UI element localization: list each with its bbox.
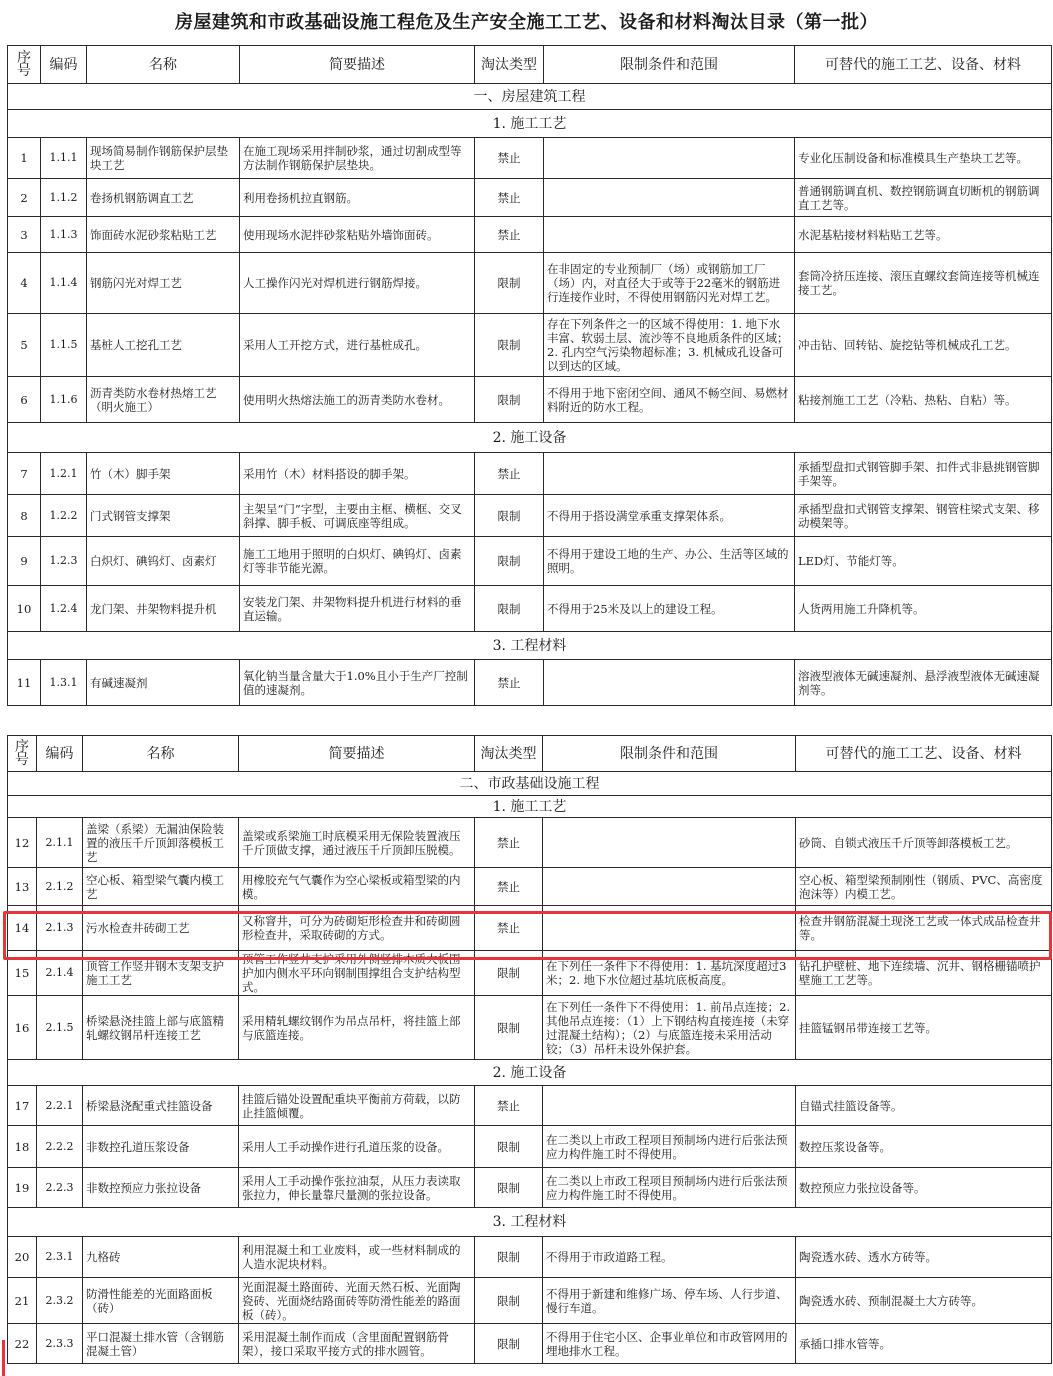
row-code: 1.1.1: [41, 138, 87, 179]
row-no: 20: [8, 1237, 37, 1278]
section-heading: 1. 施工工艺: [8, 796, 1052, 818]
part-heading: 二、市政基础设施工程: [8, 772, 1052, 796]
row-no: 2: [8, 179, 41, 217]
table-header-row: [8, 736, 1052, 772]
row-alt: 砂筒、自锁式液压千斤顶等卸落模板工艺。: [796, 818, 1052, 868]
row-limit: [544, 217, 795, 253]
row-no: 22: [8, 1324, 37, 1364]
row-desc: 盖梁或系梁施工时底模采用无保险装置液压千斤顶做支撑，通过液压千斤顶卸压脱模。: [239, 818, 475, 868]
row-type: 限制: [475, 1278, 543, 1324]
table-row: [8, 1237, 1052, 1278]
row-type: 限制: [475, 314, 544, 377]
row-limit: 存在下列条件之一的区域不得使用：1. 地下水丰富、软弱土层、流沙等不良地质条件的区域；2. 孔内空气污染物超标准；3. 机械成孔设备可以到达的区域。: [544, 314, 795, 377]
col-header-desc: 简要描述: [239, 736, 475, 772]
row-no: 8: [8, 495, 41, 537]
row-no: 7: [8, 453, 41, 495]
row-type: 限制: [475, 253, 544, 314]
row-type: 限制: [475, 537, 544, 586]
row-desc: 利用卷扬机拉直钢筋。: [240, 179, 475, 217]
table-row: [8, 996, 1052, 1060]
row-desc: 安装龙门架、井架物料提升机进行材料的垂直运输。: [240, 586, 475, 632]
section-heading: 2. 施工设备: [8, 423, 1052, 453]
row-limit: 在二类以上市政工程项目预制场内进行后张法预应力构件施工时不得使用。: [543, 1168, 796, 1208]
row-code: 1.1.4: [41, 253, 87, 314]
row-alt: 承插口排水管等。: [796, 1324, 1052, 1364]
table-row: [8, 1324, 1052, 1364]
row-limit: 不得用于25米及以上的建设工程。: [544, 586, 795, 632]
row-desc: 采用人工手动操作张拉油泵，从压力表读取张拉力，伸长量靠尺量测的张拉设备。: [239, 1168, 475, 1208]
row-alt: LED灯、节能灯等。: [795, 537, 1052, 586]
section-heading: 2. 施工设备: [8, 1060, 1052, 1086]
row-desc: 采用竹（木）材料搭设的脚手架。: [240, 453, 475, 495]
row-type: 限制: [475, 586, 544, 632]
row-limit: 不得用于新建和维修广场、停车场、人行步道、慢行车道。: [543, 1278, 796, 1324]
col-header-alt: 可替代的施工工艺、设备、材料: [795, 46, 1052, 84]
row-code: 2.3.3: [37, 1324, 83, 1364]
row-alt: 冲击钻、回转钻、旋挖钻等机械成孔工艺。: [795, 314, 1052, 377]
row-name: 平口混凝土排水管（含钢筋混凝土管）: [83, 1324, 239, 1364]
row-code: 1.2.3: [41, 537, 87, 586]
section-heading: 3. 工程材料: [8, 1208, 1052, 1237]
row-name: 桥梁悬浇配重式挂篮设备: [83, 1086, 239, 1126]
document-title: 房屋建筑和市政基础设施工程危及生产安全施工工艺、设备和材料淘汰目录（第一批）: [175, 12, 878, 33]
row-name: 非数控孔道压浆设备: [83, 1126, 239, 1168]
section-heading: 3. 工程材料: [8, 632, 1052, 660]
row-code: 2.2.3: [37, 1168, 83, 1208]
table-row: [8, 1086, 1052, 1126]
col-header-desc: 简要描述: [240, 46, 475, 84]
row-code: 1.3.1: [41, 660, 87, 706]
col-header-limit: 限制条件和范围: [543, 736, 796, 772]
part-heading: 一、房屋建筑工程: [8, 84, 1052, 110]
col-header-code: 编码: [37, 736, 83, 772]
row-code: 2.3.1: [37, 1237, 83, 1278]
row-limit: [544, 179, 795, 217]
row-limit: [544, 660, 795, 706]
row-alt: 陶瓷透水砖、透水方砖等。: [796, 1237, 1052, 1278]
row-name: 盖梁（系梁）无漏油保险装置的液压千斤顶卸落模板工艺: [83, 818, 239, 868]
table-row: [8, 818, 1052, 868]
row-name: 卷扬机钢筋调直工艺: [87, 179, 240, 217]
row-limit: 不得用于搭设满堂承重支撑架体系。: [544, 495, 795, 537]
row-name: 顶管工作竖井钢木支架支护施工工艺: [83, 951, 239, 996]
row-name: 污水检查井砖砌工艺: [83, 906, 239, 951]
row-name: 竹（木）脚手架: [87, 453, 240, 495]
row-name: 龙门架、井架物料提升机: [87, 586, 240, 632]
row-desc: 使用现场水泥拌砂浆粘贴外墙饰面砖。: [240, 217, 475, 253]
row-limit: 在下列任一条件下不得使用：1. 基坑深度超过3米；2. 地下水位超过基坑底板高度。: [543, 951, 796, 996]
table-row: [8, 660, 1052, 706]
row-no: 16: [8, 996, 37, 1060]
row-alt: 专业化压制设备和标准模具生产垫块工艺等。: [795, 138, 1052, 179]
row-limit: [544, 453, 795, 495]
row-desc: 在施工现场采用拌制砂浆，通过切割成型等方法制作钢筋保护层垫块。: [240, 138, 475, 179]
row-type: 限制: [475, 1237, 543, 1278]
col-header-name: 名称: [83, 736, 239, 772]
row-desc: 使用明火热熔法施工的沥青类防水卷材。: [240, 377, 475, 423]
row-code: 2.2.1: [37, 1086, 83, 1126]
table-header-row: [8, 46, 1052, 84]
row-code: 2.3.2: [37, 1278, 83, 1324]
row-code: 2.1.4: [37, 951, 83, 996]
row-desc: 又称窨井，可分为砖砌矩形检查井和砖砌圆形检查井，采取砖砌的方式。: [239, 906, 475, 951]
row-type: 限制: [475, 1168, 543, 1208]
row-desc: 用橡胶充气气囊作为空心梁板或箱型梁的内模。: [239, 868, 475, 906]
table-row: [8, 314, 1052, 377]
table-row: [8, 495, 1052, 537]
row-no: 13: [8, 868, 37, 906]
row-no: 5: [8, 314, 41, 377]
row-code: 1.1.3: [41, 217, 87, 253]
row-alt: 挂篮锰钢吊带连接工艺等。: [796, 996, 1052, 1060]
row-desc: 施工工地用于照明的白炽灯、碘钨灯、卤素灯等非节能光源。: [240, 537, 475, 586]
row-code: 2.1.1: [37, 818, 83, 868]
row-desc: 采用混凝土制作而成（含里面配置钢筋骨架），接口采取平接方式的排水圆管。: [239, 1324, 475, 1364]
col-header-no: 序号: [8, 46, 41, 84]
highlight-mark-row-22: [2, 1340, 5, 1376]
row-alt: 人货两用施工升降机等。: [795, 586, 1052, 632]
row-type: 禁止: [475, 217, 544, 253]
row-desc: 利用混凝土和工业废料，或一些材料制成的人造水泥块材料。: [239, 1237, 475, 1278]
catalog-table-part-2: [7, 735, 1052, 1364]
row-code: 1.1.2: [41, 179, 87, 217]
row-name: 沥青类防水卷材热熔工艺（明火施工）: [87, 377, 240, 423]
row-name: 桥梁悬浇挂篮上部与底篮精轧螺纹钢吊杆连接工艺: [83, 996, 239, 1060]
row-desc: 采用人工开挖方式，进行基桩成孔。: [240, 314, 475, 377]
row-limit: [543, 818, 796, 868]
row-alt: 陶瓷透水砖、预制混凝土大方砖等。: [796, 1278, 1052, 1324]
row-type: 禁止: [475, 906, 543, 951]
row-name: 基桩人工挖孔工艺: [87, 314, 240, 377]
row-limit: 不得用于市政道路工程。: [543, 1237, 796, 1278]
row-type: 禁止: [475, 868, 543, 906]
row-type: 禁止: [475, 138, 544, 179]
table-row: [8, 138, 1052, 179]
col-header-alt: 可替代的施工工艺、设备、材料: [796, 736, 1052, 772]
row-name: 饰面砖水泥砂浆粘贴工艺: [87, 217, 240, 253]
row-limit: [544, 138, 795, 179]
row-code: 1.2.1: [41, 453, 87, 495]
row-alt: 钻孔护壁桩、地下连续墙、沉井、钢格栅锚喷护壁施工工艺等。: [796, 951, 1052, 996]
row-no: 9: [8, 537, 41, 586]
row-limit: 在非固定的专业预制厂（场）或钢筋加工厂（场）内，对直径大于或等于22毫米的钢筋进行连接作业时，不得使用钢筋闪光对焊工艺。: [544, 253, 795, 314]
row-alt: 检查井钢筋混凝土现浇工艺或一体式成品检查井等。: [796, 906, 1052, 951]
row-name: 空心板、箱型梁气囊内模工艺: [83, 868, 239, 906]
row-no: 3: [8, 217, 41, 253]
table-row: [8, 377, 1052, 423]
table-row: [8, 906, 1052, 951]
row-code: 2.1.2: [37, 868, 83, 906]
row-limit: [543, 868, 796, 906]
row-alt: 承插型盘扣式钢管支撑架、钢管柱梁式支架、移动模架等。: [795, 495, 1052, 537]
row-code: 1.2.4: [41, 586, 87, 632]
row-no: 10: [8, 586, 41, 632]
row-limit: 在二类以上市政工程项目预制场内进行后张法预应力构件施工时不得使用。: [543, 1126, 796, 1168]
row-limit: 在下列任一条件下不得使用：1. 前吊点连接；2. 其他吊点连接：（1）上下钢结构直接连接（未穿过混凝土结构）；（2）与底篮连接未采用活动铰；（3）吊杆未设外保护套。: [543, 996, 796, 1060]
row-no: 21: [8, 1278, 37, 1324]
table-row: [8, 253, 1052, 314]
col-header-name: 名称: [87, 46, 240, 84]
row-desc: 顶管工作竖井支护采用外侧竖排木质大板围护加内侧水平环向钢制围撑组合支护结构型式。: [239, 951, 475, 996]
row-desc: 氧化钠当量含量大于1.0%且小于生产厂控制值的速凝剂。: [240, 660, 475, 706]
row-alt: 空心板、箱型梁预制刚性（钢质、PVC、高密度泡沫等）内模工艺。: [796, 868, 1052, 906]
row-no: 18: [8, 1126, 37, 1168]
table-row: [8, 217, 1052, 253]
table-row: [8, 951, 1052, 996]
row-no: 14: [8, 906, 37, 951]
row-alt: 套筒冷挤压连接、滚压直螺纹套筒连接等机械连接工艺。: [795, 253, 1052, 314]
row-type: 限制: [475, 1126, 543, 1168]
row-type: 禁止: [475, 453, 544, 495]
row-no: 17: [8, 1086, 37, 1126]
row-type: 限制: [475, 951, 543, 996]
row-no: 6: [8, 377, 41, 423]
row-code: 2.2.2: [37, 1126, 83, 1168]
row-desc: 采用人工手动操作进行孔道压浆的设备。: [239, 1126, 475, 1168]
row-code: 1.1.5: [41, 314, 87, 377]
row-desc: 采用精轧螺纹钢作为吊点吊杆，将挂篮上部与底篮连接。: [239, 996, 475, 1060]
row-type: 限制: [475, 996, 543, 1060]
table-row: [8, 453, 1052, 495]
row-no: 19: [8, 1168, 37, 1208]
row-desc: 挂篮后锚处设置配重块平衡前方荷载，以防止挂篮倾覆。: [239, 1086, 475, 1126]
row-no: 15: [8, 951, 37, 996]
col-header-no: 序号: [8, 736, 37, 772]
row-type: 限制: [475, 1324, 543, 1364]
col-header-code: 编码: [41, 46, 87, 84]
row-type: 禁止: [475, 660, 544, 706]
row-alt: 普通钢筋调直机、数控钢筋调直切断机的钢筋调直工艺等。: [795, 179, 1052, 217]
row-alt: 承插型盘扣式钢管脚手架、扣件式非悬挑钢管脚手架等。: [795, 453, 1052, 495]
row-name: 白炽灯、碘钨灯、卤素灯: [87, 537, 240, 586]
col-header-type: 淘汰类型: [475, 736, 543, 772]
table-row: [8, 868, 1052, 906]
row-limit: [543, 1086, 796, 1126]
row-code: 2.1.5: [37, 996, 83, 1060]
row-desc: 光面混凝土路面砖、光面天然石板、光面陶瓷砖、光面烧结路面砖等防滑性能差的路面板（砖）。: [239, 1278, 475, 1324]
table-row: [8, 1278, 1052, 1324]
row-type: 限制: [475, 495, 544, 537]
row-code: 2.1.3: [37, 906, 83, 951]
row-code: 1.2.2: [41, 495, 87, 537]
row-no: 1: [8, 138, 41, 179]
row-alt: 溶液型液体无碱速凝剂、悬浮液型液体无碱速凝剂等。: [795, 660, 1052, 706]
row-no: 12: [8, 818, 37, 868]
row-type: 禁止: [475, 1086, 543, 1126]
catalog-table-part-1: [7, 45, 1052, 706]
section-heading: 1. 施工工艺: [8, 110, 1052, 138]
table-row: [8, 1126, 1052, 1168]
table-row: [8, 537, 1052, 586]
row-name: 现场简易制作钢筋保护层垫块工艺: [87, 138, 240, 179]
row-limit: 不得用于地下密闭空间、通风不畅空间、易燃材料附近的防水工程。: [544, 377, 795, 423]
row-name: 钢筋闪光对焊工艺: [87, 253, 240, 314]
row-limit: 不得用于住宅小区、企事业单位和市政管网用的埋地排水工程。: [543, 1324, 796, 1364]
row-name: 九格砖: [83, 1237, 239, 1278]
row-type: 禁止: [475, 818, 543, 868]
table-row: [8, 586, 1052, 632]
row-name: 门式钢管支撑架: [87, 495, 240, 537]
table-row: [8, 1168, 1052, 1208]
row-name: 非数控预应力张拉设备: [83, 1168, 239, 1208]
row-alt: 数控压浆设备等。: [796, 1126, 1052, 1168]
row-type: 禁止: [475, 179, 544, 217]
row-alt: 粘接剂施工工艺（冷粘、热粘、自粘）等。: [795, 377, 1052, 423]
row-desc: 主架呈“门”字型，主要由主框、横框、交叉斜撑、脚手板、可调底座等组成。: [240, 495, 475, 537]
row-alt: 水泥基粘接材料粘贴工艺等。: [795, 217, 1052, 253]
row-no: 11: [8, 660, 41, 706]
row-code: 1.1.6: [41, 377, 87, 423]
row-no: 4: [8, 253, 41, 314]
table-row: [8, 179, 1052, 217]
row-name: 有碱速凝剂: [87, 660, 240, 706]
row-name: 防滑性能差的光面路面板（砖）: [83, 1278, 239, 1324]
row-alt: 自锚式挂篮设备等。: [796, 1086, 1052, 1126]
col-header-limit: 限制条件和范围: [544, 46, 795, 84]
col-header-type: 淘汰类型: [475, 46, 544, 84]
row-limit: [543, 906, 796, 951]
row-desc: 人工操作闪光对焊机进行钢筋焊接。: [240, 253, 475, 314]
row-alt: 数控预应力张拉设备等。: [796, 1168, 1052, 1208]
row-type: 限制: [475, 377, 544, 423]
row-limit: 不得用于建设工地的生产、办公、生活等区域的照明。: [544, 537, 795, 586]
